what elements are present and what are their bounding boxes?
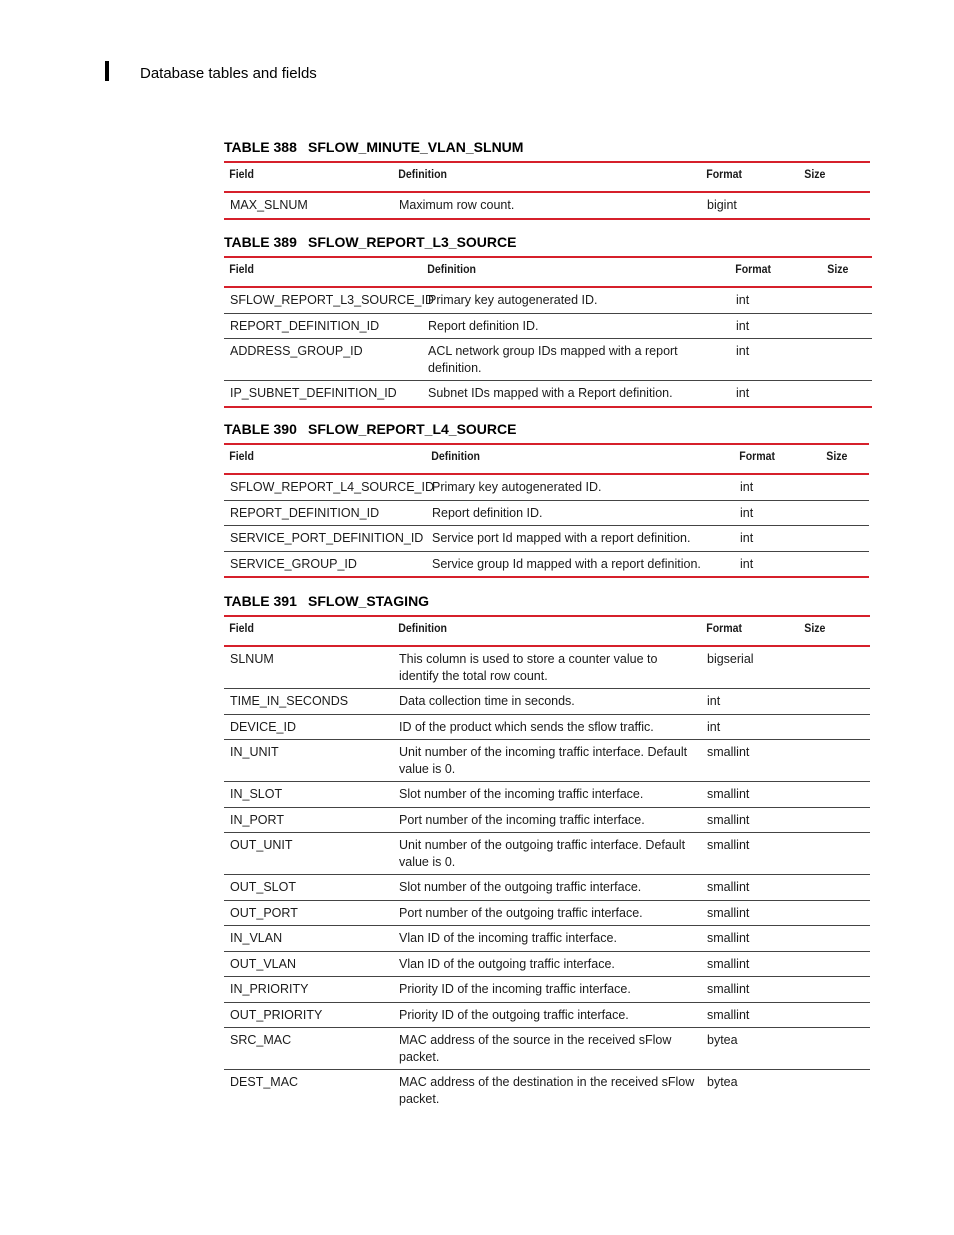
cell-size [799, 689, 870, 715]
cell-format: bytea [701, 1028, 799, 1070]
cell-size [822, 381, 872, 407]
cell-size [799, 714, 870, 740]
table-caption [224, 593, 870, 615]
col-header-field: Field [224, 257, 398, 287]
table-row [224, 551, 869, 577]
cell-definition: Subnet IDs mapped with a Report definition. [422, 381, 730, 407]
col-header-format: Format [701, 162, 787, 192]
table-name: SFLOW_REPORT_L4_SOURCE [308, 421, 517, 437]
cell-definition: Report definition ID. [422, 313, 730, 339]
cell-field: IN_PORT [224, 807, 393, 833]
table-row [224, 646, 870, 689]
cell-format: int [701, 689, 799, 715]
table-block-391 [224, 593, 870, 1111]
table-caption [224, 421, 869, 443]
table-row [224, 500, 869, 526]
table-block-390 [224, 421, 869, 578]
cell-field: SFLOW_REPORT_L3_SOURCE_ID [224, 287, 422, 313]
table-number: TABLE 391 [224, 593, 297, 609]
table-caption [224, 234, 872, 256]
table-row [224, 714, 870, 740]
cell-size [822, 287, 872, 313]
cell-field: ADDRESS_GROUP_ID [224, 339, 422, 381]
table-row [224, 977, 870, 1003]
cell-field: OUT_VLAN [224, 951, 393, 977]
data-table [224, 256, 872, 408]
cell-size [799, 807, 870, 833]
table-caption [224, 139, 870, 161]
cell-definition: Port number of the outgoing traffic interface. [393, 900, 701, 926]
cell-definition: Priority ID of the outgoing traffic interface. [393, 1002, 701, 1028]
col-header-field: Field [224, 444, 402, 474]
cell-field: SLNUM [224, 646, 393, 689]
table-header-row [224, 162, 870, 192]
cell-definition: Service port Id mapped with a report definition. [426, 526, 734, 552]
cell-field: DEST_MAC [230, 1075, 299, 1089]
cell-field: MAX_SLNUM [224, 192, 393, 219]
cell-definition: Port number of the incoming traffic interface. [393, 807, 701, 833]
cell-size [799, 1002, 870, 1028]
cell-size [799, 926, 870, 952]
table-row [224, 807, 870, 833]
cell-size [799, 900, 870, 926]
cell-definition: Priority ID of the incoming traffic interface. [393, 977, 701, 1003]
data-table [224, 443, 869, 578]
table-row [224, 474, 869, 500]
col-header-format: Format [734, 444, 811, 474]
cell-field: REPORT_DEFINITION_ID [224, 313, 422, 339]
cell-definition: MAC address of the source in the received sFlow packet. [393, 1028, 701, 1070]
col-header-format: Format [701, 616, 787, 646]
table-name: SFLOW_REPORT_L3_SOURCE [308, 234, 517, 250]
table-header-row [224, 257, 872, 287]
cell-format: smallint [701, 875, 799, 901]
cell-format: smallint [701, 1002, 799, 1028]
col-header-definition: Definition [393, 616, 664, 646]
table-row [224, 740, 870, 782]
table-number: TABLE 390 [224, 421, 297, 437]
cell-format: smallint [701, 900, 799, 926]
cell-definition: Slot number of the outgoing traffic interface. [393, 875, 701, 901]
table-name: SFLOW_MINUTE_VLAN_SLNUM [308, 139, 524, 155]
col-header-size: Size [821, 444, 863, 474]
cell-format: smallint [701, 833, 799, 875]
table-row [224, 875, 870, 901]
cell-field: SERVICE_GROUP_ID [224, 551, 426, 577]
table-row [224, 526, 869, 552]
table-row [224, 782, 870, 808]
cell-definition: Maximum row count. [393, 192, 701, 219]
cell-size [821, 526, 869, 552]
cell-definition: Data collection time in seconds. [393, 689, 701, 715]
cell-size [799, 951, 870, 977]
table-row [224, 381, 872, 407]
cell-size [799, 782, 870, 808]
cell-format: int [730, 313, 822, 339]
table-row [224, 313, 872, 339]
col-header-definition: Definition [422, 257, 693, 287]
cell-field: IP_SUBNET_DEFINITION_ID [224, 381, 422, 407]
col-header-definition: Definition [393, 162, 664, 192]
table-row [224, 1028, 870, 1070]
col-header-field: Field [224, 162, 373, 192]
cell-field: SFLOW_REPORT_L4_SOURCE_ID [224, 474, 426, 500]
cell-definition: Service group Id mapped with a report definition. [426, 551, 734, 577]
cell-field: TIME_IN_SECONDS [224, 689, 393, 715]
header-rule [105, 61, 109, 81]
cell-definition: Primary key autogenerated ID. [426, 474, 734, 500]
table-row [224, 900, 870, 926]
cell-size [821, 551, 869, 577]
cell-definition: ID of the product which sends the sflow traffic. [393, 714, 701, 740]
cell-format: int [734, 500, 821, 526]
cell-size [799, 833, 870, 875]
table-row [224, 951, 870, 977]
cell-format: smallint [701, 977, 799, 1003]
cell-definition: Report definition ID. [426, 500, 734, 526]
cell-field: OUT_UNIT [224, 833, 393, 875]
cell-format: int [730, 381, 822, 407]
table-row [224, 926, 870, 952]
table-row [224, 1070, 870, 1112]
cell-format: smallint [701, 951, 799, 977]
page-header: Database tables and fields [140, 65, 317, 82]
cell-definition: Slot number of the incoming traffic interface. [393, 782, 701, 808]
table-block-389 [224, 234, 872, 408]
table-row [224, 339, 872, 381]
col-header-size: Size [799, 162, 861, 192]
cell-size [799, 977, 870, 1003]
cell-format: bigint [701, 192, 799, 219]
cell-field: IN_PRIORITY [224, 977, 393, 1003]
cell-format: int [734, 526, 821, 552]
data-table [224, 615, 870, 1111]
table-block-388 [224, 139, 870, 220]
cell-field: OUT_SLOT [224, 875, 393, 901]
cell-field: OUT_PRIORITY [224, 1002, 393, 1028]
col-header-size: Size [822, 257, 866, 287]
cell-format: int [734, 474, 821, 500]
cell-format: smallint [701, 926, 799, 952]
cell-size [799, 1070, 870, 1112]
cell-size [799, 192, 870, 219]
cell-size [821, 500, 869, 526]
cell-size [821, 474, 869, 500]
cell-format: bytea [707, 1075, 738, 1089]
cell-format: int [734, 551, 821, 577]
cell-field: IN_SLOT [224, 782, 393, 808]
table-number: TABLE 388 [224, 139, 297, 155]
cell-format: smallint [701, 740, 799, 782]
cell-field: IN_UNIT [224, 740, 393, 782]
table-row [224, 833, 870, 875]
cell-definition: This column is used to store a counter value to identify the total row count. [393, 646, 701, 689]
table-row [224, 192, 870, 219]
cell-size [799, 740, 870, 782]
table-row [224, 287, 872, 313]
cell-size [799, 875, 870, 901]
col-header-definition: Definition [426, 444, 697, 474]
cell-definition: ACL network group IDs mapped with a report definition. [422, 339, 730, 381]
cell-definition: Vlan ID of the incoming traffic interface. [393, 926, 701, 952]
cell-field: SRC_MAC [224, 1028, 393, 1070]
cell-definition: MAC address of the destination in the received sFlow packet. [399, 1075, 695, 1106]
data-table [224, 161, 870, 220]
table-header-row [224, 444, 869, 474]
cell-definition: Unit number of the outgoing traffic interface. Default value is 0. [393, 833, 701, 875]
cell-field: IN_VLAN [224, 926, 393, 952]
col-header-size: Size [799, 616, 861, 646]
cell-definition: Primary key autogenerated ID. [422, 287, 730, 313]
table-number: TABLE 389 [224, 234, 297, 250]
cell-size [799, 646, 870, 689]
cell-format: bigserial [701, 646, 799, 689]
cell-field: DEVICE_ID [224, 714, 393, 740]
cell-format: smallint [701, 782, 799, 808]
table-header-row [224, 616, 870, 646]
cell-field: REPORT_DEFINITION_ID [224, 500, 426, 526]
cell-definition: Unit number of the incoming traffic interface. Default value is 0. [393, 740, 701, 782]
cell-size [822, 313, 872, 339]
cell-field: OUT_PORT [224, 900, 393, 926]
col-header-field: Field [224, 616, 373, 646]
cell-format: smallint [701, 807, 799, 833]
cell-field: SERVICE_PORT_DEFINITION_ID [224, 526, 426, 552]
col-header-format: Format [730, 257, 811, 287]
cell-definition: Vlan ID of the outgoing traffic interface. [393, 951, 701, 977]
table-row [224, 1002, 870, 1028]
table-name: SFLOW_STAGING [308, 593, 430, 609]
cell-format: int [730, 339, 822, 381]
cell-size [822, 339, 872, 381]
cell-format: int [730, 287, 822, 313]
cell-size [799, 1028, 870, 1070]
table-row [224, 689, 870, 715]
cell-format: int [701, 714, 799, 740]
